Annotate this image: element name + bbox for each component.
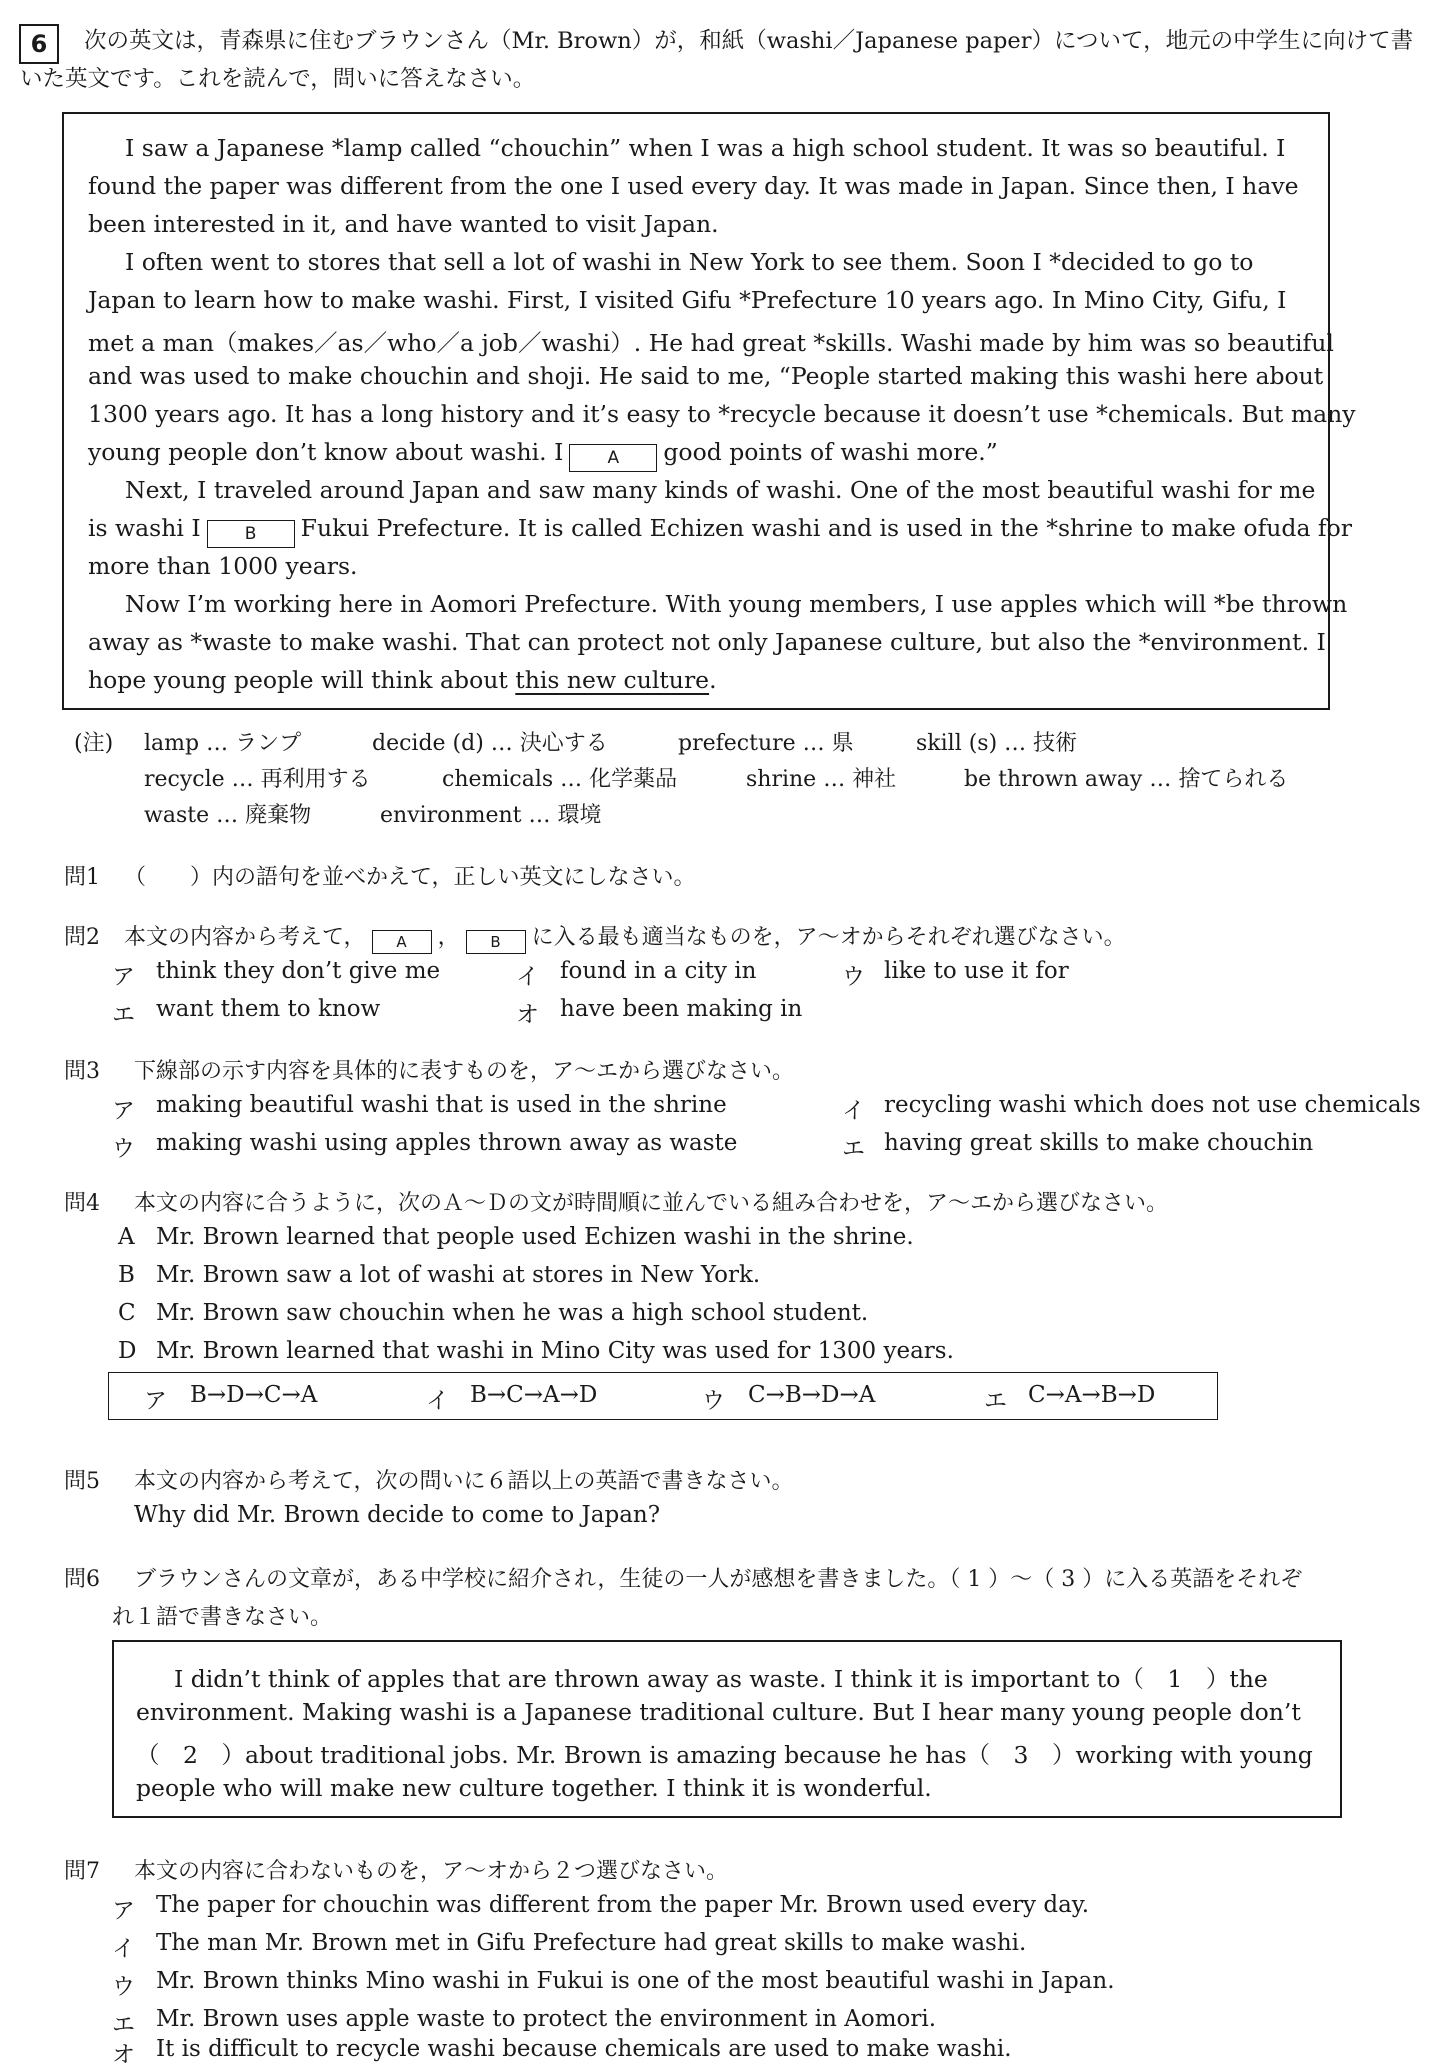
q1-number: 問1 bbox=[64, 865, 100, 890]
passage-text: . bbox=[709, 666, 717, 694]
notes-label: (注) bbox=[74, 731, 114, 756]
note-item: chemicals … 化学薬品 bbox=[442, 767, 678, 792]
note-item: recycle … 再利用する bbox=[144, 767, 371, 792]
intro-line-1: 次の英文は，青森県に住むブラウンさん（Mr. Brown）が，和紙（washi／Japanese paper）について，地元の中学生に向けて書 bbox=[84, 28, 1414, 54]
q7-option-text: Mr. Brown uses apple waste to protect the environment in Aomori. bbox=[156, 2006, 937, 2032]
q6-text-line2: れ１語で書きなさい。 bbox=[112, 1605, 333, 1630]
q7-option-mark: ウ bbox=[112, 1974, 135, 2000]
note-item: shrine … 神社 bbox=[746, 767, 897, 792]
q7-text: 本文の内容に合わないものを，ア～オから２つ選びなさい。 bbox=[134, 1859, 729, 1884]
q6-text-line1: ブラウンさんの文章が，ある中学校に紹介され，生徒の一人が感想を書きました。（ 1 ）～（ 3 ）に入る英語をそれぞ bbox=[134, 1567, 1303, 1592]
q4-choice-mark: イ bbox=[426, 1388, 449, 1414]
q2-text-pre: 本文の内容から考えて， bbox=[124, 925, 366, 950]
q4-statement-mark: D bbox=[118, 1338, 137, 1364]
underlined-phrase: this new culture bbox=[515, 666, 710, 694]
q7-number: 問7 bbox=[64, 1859, 100, 1884]
q4-number: 問4 bbox=[64, 1191, 100, 1216]
passage-line: away as *waste to make washi. That can protect not only Japanese culture, but also the *environment. I bbox=[88, 628, 1326, 656]
passage-line: Next, I traveled around Japan and saw many kinds of washi. One of the most beautiful washi for me bbox=[125, 476, 1316, 504]
q2-option-text: found in a city in bbox=[560, 958, 757, 984]
passage-line: Now I’m working here in Aomori Prefecture. With young members, I use apples which will *be thrown bbox=[125, 590, 1348, 618]
q7-option-mark: エ bbox=[112, 2012, 135, 2038]
q4-statement-text: Mr. Brown learned that washi in Mino City was used for 1300 years. bbox=[156, 1338, 954, 1364]
passage-text: hope young people will think about bbox=[88, 666, 508, 694]
q2-number: 問2 bbox=[64, 925, 100, 950]
passage-line: been interested in it, and have wanted to visit Japan. bbox=[88, 210, 719, 238]
passage-line: Japan to learn how to make washi. First, I visited Gifu *Prefecture 10 years ago. In Mino City, Gifu, I bbox=[88, 286, 1287, 314]
passage-line-blank-a bbox=[88, 438, 998, 472]
q4-statement-text: Mr. Brown saw chouchin when he was a high school student. bbox=[156, 1300, 869, 1326]
q4-statement-text: Mr. Brown saw a lot of washi at stores in New York. bbox=[156, 1262, 761, 1288]
passage-line: met a man（makes／as／who／a job／washi）. He had great *skills. Washi made by him was so beautiful bbox=[88, 329, 1334, 357]
passage-line-blank-b bbox=[88, 514, 1352, 548]
q4-choice-text: C→A→B→D bbox=[1028, 1382, 1156, 1408]
q2-comma: ， bbox=[437, 925, 460, 950]
note-item: prefecture … 県 bbox=[678, 731, 854, 756]
q4-statement-mark: A bbox=[118, 1224, 135, 1250]
q1-text: （ ）内の語句を並べかえて，正しい英文にしなさい。 bbox=[124, 865, 696, 890]
q2-option-text: want them to know bbox=[156, 996, 381, 1022]
q3-option-mark: エ bbox=[842, 1136, 865, 1162]
q3-option-mark: ア bbox=[112, 1098, 135, 1124]
q3-option-text: recycling washi which does not use chemicals bbox=[884, 1092, 1421, 1118]
q2-option-mark: エ bbox=[112, 1002, 135, 1028]
q2-blank-a: A bbox=[372, 930, 432, 954]
note-item: lamp … ランプ bbox=[144, 731, 302, 756]
q3-option-mark: イ bbox=[842, 1098, 865, 1124]
passage-line: and was used to make chouchin and shoji. He said to me, “People started making this washi here about bbox=[88, 362, 1324, 390]
q3-number: 問3 bbox=[64, 1059, 100, 1084]
q2-option-text: like to use it for bbox=[884, 958, 1069, 984]
q3-option-text: making beautiful washi that is used in the shrine bbox=[156, 1092, 727, 1118]
blank-a: A bbox=[569, 444, 657, 472]
question-number: 6 bbox=[19, 24, 59, 64]
q4-choice-mark: ウ bbox=[702, 1388, 725, 1414]
q7-option-text: Mr. Brown thinks Mino washi in Fukui is one of the most beautiful washi in Japan. bbox=[156, 1968, 1115, 1994]
q4-choice-mark: エ bbox=[984, 1388, 1007, 1414]
passage-line: more than 1000 years. bbox=[88, 552, 358, 580]
q2-option-mark: ウ bbox=[842, 964, 865, 990]
q3-option-mark: ウ bbox=[112, 1136, 135, 1162]
q2-text bbox=[124, 920, 1126, 954]
q7-option-mark: オ bbox=[112, 2042, 135, 2068]
passage-line: found the paper was different from the one I used every day. It was made in Japan. Since then, I have bbox=[88, 172, 1299, 200]
q2-option-mark: イ bbox=[516, 964, 539, 990]
q4-choice-text: B→D→C→A bbox=[190, 1382, 318, 1408]
q5-number: 問5 bbox=[64, 1469, 100, 1494]
q4-choice-text: C→B→D→A bbox=[748, 1382, 876, 1408]
q7-option-text: The man Mr. Brown met in Gifu Prefecture had great skills to make washi. bbox=[156, 1930, 1027, 1956]
q7-option-mark: イ bbox=[112, 1936, 135, 1962]
q2-option-text: have been making in bbox=[560, 996, 803, 1022]
q6-number: 問6 bbox=[64, 1567, 100, 1592]
comment-line: I didn’t think of apples that are thrown away as waste. I think it is important to（ 1 ）the bbox=[174, 1665, 1268, 1693]
passage-line: I saw a Japanese *lamp called “chouchin” when I was a high school student. It was so beautiful. I bbox=[125, 134, 1286, 162]
q2-blank-b: B bbox=[466, 930, 526, 954]
q3-option-text: making washi using apples thrown away as waste bbox=[156, 1130, 738, 1156]
passage-text: young people don’t know about washi. I bbox=[88, 438, 564, 466]
passage-line: 1300 years ago. It has a long history and it’s easy to *recycle because it doesn’t use *chemicals. But many bbox=[88, 400, 1356, 428]
q3-option-text: having great skills to make chouchin bbox=[884, 1130, 1314, 1156]
passage-text: Fukui Prefecture. It is called Echizen washi and is used in the *shrine to make ofuda for bbox=[300, 514, 1353, 542]
q5-question: Why did Mr. Brown decide to come to Japan? bbox=[134, 1502, 661, 1528]
q4-statement-mark: C bbox=[118, 1300, 136, 1326]
q7-option-text: The paper for chouchin was different from the paper Mr. Brown used every day. bbox=[156, 1892, 1090, 1918]
q2-option-text: think they don’t give me bbox=[156, 958, 441, 984]
passage-line-underline bbox=[88, 666, 717, 694]
blank-b: B bbox=[207, 520, 295, 548]
q4-choice-mark: ア bbox=[144, 1388, 167, 1414]
passage-text: good points of washi more.” bbox=[663, 438, 998, 466]
note-item: be thrown away … 捨てられる bbox=[964, 767, 1289, 792]
q5-text: 本文の内容から考えて，次の問いに６語以上の英語で書きなさい。 bbox=[134, 1469, 794, 1494]
passage-line: I often went to stores that sell a lot of washi in New York to see them. Soon I *decided to go to bbox=[125, 248, 1254, 276]
comment-line: environment. Making washi is a Japanese traditional culture. But I hear many young people don’t bbox=[136, 1698, 1301, 1726]
comment-line: people who will make new culture together. I think it is wonderful. bbox=[136, 1774, 932, 1802]
q7-option-text: It is difficult to recycle washi because chemicals are used to make washi. bbox=[156, 2036, 1012, 2062]
note-item: skill (s) … 技術 bbox=[916, 731, 1078, 756]
passage-text: is washi I bbox=[88, 514, 201, 542]
note-item: decide (d) … 決心する bbox=[372, 731, 608, 756]
q4-statement-mark: B bbox=[118, 1262, 135, 1288]
comment-line: （ 2 ）about traditional jobs. Mr. Brown is amazing because he has（ 3 ）working with young bbox=[136, 1741, 1313, 1769]
q4-text: 本文の内容に合うように，次のＡ～Ｄの文が時間順に並んでいる組み合わせを，ア～エから選びなさい。 bbox=[134, 1191, 1169, 1216]
q2-text-post: に入る最も適当なものを，ア～オからそれぞれ選びなさい。 bbox=[531, 925, 1126, 950]
q2-option-mark: オ bbox=[516, 1002, 539, 1028]
q4-statement-text: Mr. Brown learned that people used Echizen washi in the shrine. bbox=[156, 1224, 914, 1250]
q2-option-mark: ア bbox=[112, 964, 135, 990]
note-item: waste … 廃棄物 bbox=[144, 803, 312, 828]
q7-option-mark: ア bbox=[112, 1898, 135, 1924]
q3-text: 下線部の示す内容を具体的に表すものを，ア～エから選びなさい。 bbox=[134, 1059, 795, 1084]
q4-choice-text: B→C→A→D bbox=[470, 1382, 598, 1408]
intro-line-2: いた英文です。これを読んで，問いに答えなさい。 bbox=[20, 66, 536, 92]
note-item: environment … 環境 bbox=[380, 803, 602, 828]
